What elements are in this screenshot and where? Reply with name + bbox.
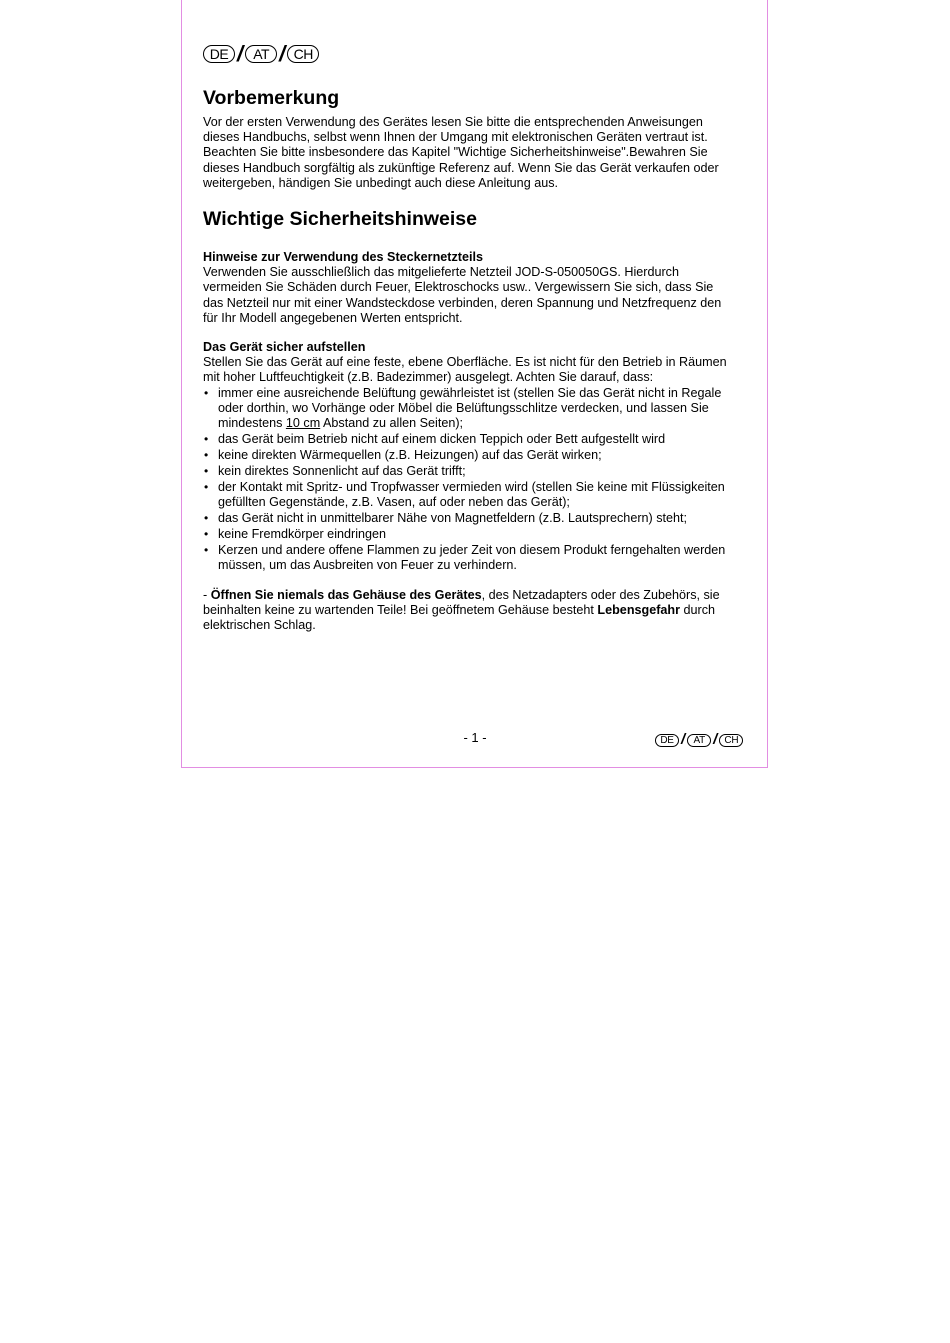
placement-line: Stellen Sie das Gerät auf eine feste, ebene Oberfläche. Es ist nicht für den Betrieb in Räumen	[203, 355, 727, 370]
country-separator: /	[713, 731, 718, 748]
bullet-text: der Kontakt mit Spritz- und Tropfwasser vermieden wird (stellen Sie keine mit Flüssigkeiten gefüllten Gegenstände, z.B. Vasen, auf oder neben das Gerät);	[218, 480, 725, 510]
distance-value: 10 cm	[285, 416, 321, 431]
bullet-text: Kerzen und andere offene Flammen zu jeder Zeit von diesem Produkt ferngehalten werden müssen, um das Ausbreiten von Feuer zu verhindern.	[218, 543, 726, 573]
power-supply-section	[203, 250, 743, 326]
bullet-text: das Gerät beim Betrieb nicht auf einem dicken Teppich oder Bett aufgestellt wird	[218, 432, 666, 447]
list-item	[203, 511, 743, 526]
warning-text: durch	[680, 602, 716, 617]
bullet-text: oder dorthin, wo Vorhänge oder Möbel die Belüftungsschlitze verdecken, und lassen Sie	[218, 400, 709, 415]
country-badge-at: AT	[687, 734, 711, 747]
bullet-dot: •	[204, 464, 209, 479]
country-badge-ch: CH	[719, 734, 743, 747]
placement-paragraph	[203, 355, 743, 385]
intro-line: Beachten Sie bitte insbesondere das Kapitel "Wichtige Sicherheitshinweise".Bewahren Sie	[203, 145, 708, 160]
list-item	[203, 527, 743, 542]
intro-line: Vor der ersten Verwendung des Gerätes lesen Sie bitte die entsprechenden Anweisungen	[203, 115, 703, 129]
bullet-dot: •	[204, 543, 209, 558]
bullet-dot: •	[204, 527, 209, 542]
list-item	[203, 480, 743, 510]
housing-warning	[203, 588, 743, 634]
warning-text: , des Netzadapters oder des Zubehörs, sie	[481, 587, 720, 602]
country-separator: /	[237, 41, 244, 66]
placement-heading: Das Gerät sicher aufstellen	[203, 340, 366, 355]
bullet-dot: •	[204, 432, 209, 447]
safety-title: Wichtige Sicherheitshinweise	[203, 208, 477, 231]
intro-line: dieses Handbuch sorgfältig als zukünftige Referenz auf. Wenn Sie das Gerät verkaufen oder	[203, 160, 719, 175]
country-badge-at: AT	[245, 45, 277, 63]
intro-line: weitergeben, händigen Sie unbedingt auch diese Anleitung aus.	[203, 175, 558, 190]
bullet-text: Abstand zu allen Seiten);	[320, 416, 464, 431]
list-item	[203, 543, 743, 573]
document-content	[203, 86, 743, 633]
intro-paragraph	[203, 115, 743, 191]
warning-prefix: -	[203, 587, 211, 602]
bullet-dot: •	[204, 448, 209, 463]
power-supply-line: das Netzteil nur mit einer Wandsteckdose verbinden, deren Spannung und Netzfrequenz den	[203, 295, 722, 310]
placement-bullet-list	[203, 386, 743, 574]
country-badge-de: DE	[203, 45, 235, 63]
bullet-dot: •	[204, 385, 209, 400]
page-number: - 1 -	[463, 730, 487, 745]
warning-bold-text: Öffnen Sie niemals das Gehäuse des Gerätes	[210, 587, 482, 602]
bullet-text: immer eine ausreichende Belüftung gewährleistet ist (stellen Sie das Gerät nicht in Regale	[218, 385, 722, 400]
danger-bold-text: Lebensgefahr	[597, 602, 681, 617]
bullet-text: das Gerät nicht in unmittelbarer Nähe von Magnetfeldern (z.B. Lautsprechern) steht;	[218, 511, 688, 526]
power-supply-line: vermeiden Sie Schäden durch Feuer, Elektroschocks usw.. Vergewissern Sie sich, dass Sie	[203, 280, 714, 295]
country-codes-header	[203, 41, 319, 66]
power-supply-line: für Ihr Modell angegebenen Werten entspricht.	[203, 310, 463, 325]
power-supply-heading: Hinweise zur Verwendung des Steckernetzteils	[203, 250, 483, 265]
intro-title: Vorbemerkung	[203, 87, 340, 109]
bullet-text: mindestens	[218, 416, 286, 431]
country-badge-ch: CH	[287, 45, 319, 63]
bullet-text: keine direkten Wärmequellen (z.B. Heizungen) auf das Gerät wirken;	[218, 448, 602, 463]
placement-line: mit hoher Luftfeuchtigkeit (z.B. Badezimmer) ausgelegt. Achten Sie darauf, dass:	[203, 370, 654, 385]
placement-section	[203, 340, 743, 574]
country-separator: /	[681, 731, 686, 748]
bullet-text: keine Fremdkörper eindringen	[218, 527, 387, 542]
warning-text: elektrischen Schlag.	[203, 618, 316, 633]
country-codes-footer	[655, 732, 743, 748]
list-item	[203, 432, 743, 447]
power-supply-line: Verwenden Sie ausschließlich das mitgelieferte Netzteil JOD-S-050050GS. Hierdurch	[203, 265, 679, 280]
list-item	[203, 448, 743, 463]
country-separator: /	[279, 41, 286, 66]
power-supply-paragraph	[203, 265, 743, 326]
intro-line: dieses Handbuchs, selbst wenn Ihnen der Umgang mit elektronischen Geräten vertraut ist.	[203, 130, 708, 145]
bullet-dot: •	[204, 480, 209, 495]
bullet-dot: •	[204, 511, 209, 526]
list-item	[203, 464, 743, 479]
warning-text: beinhalten keine zu wartenden Teile! Bei geöffnetem Gehäuse besteht	[203, 602, 598, 617]
bullet-text: kein direktes Sonnenlicht auf das Gerät trifft;	[218, 464, 466, 479]
country-badge-de: DE	[655, 734, 679, 747]
list-item	[203, 386, 743, 432]
